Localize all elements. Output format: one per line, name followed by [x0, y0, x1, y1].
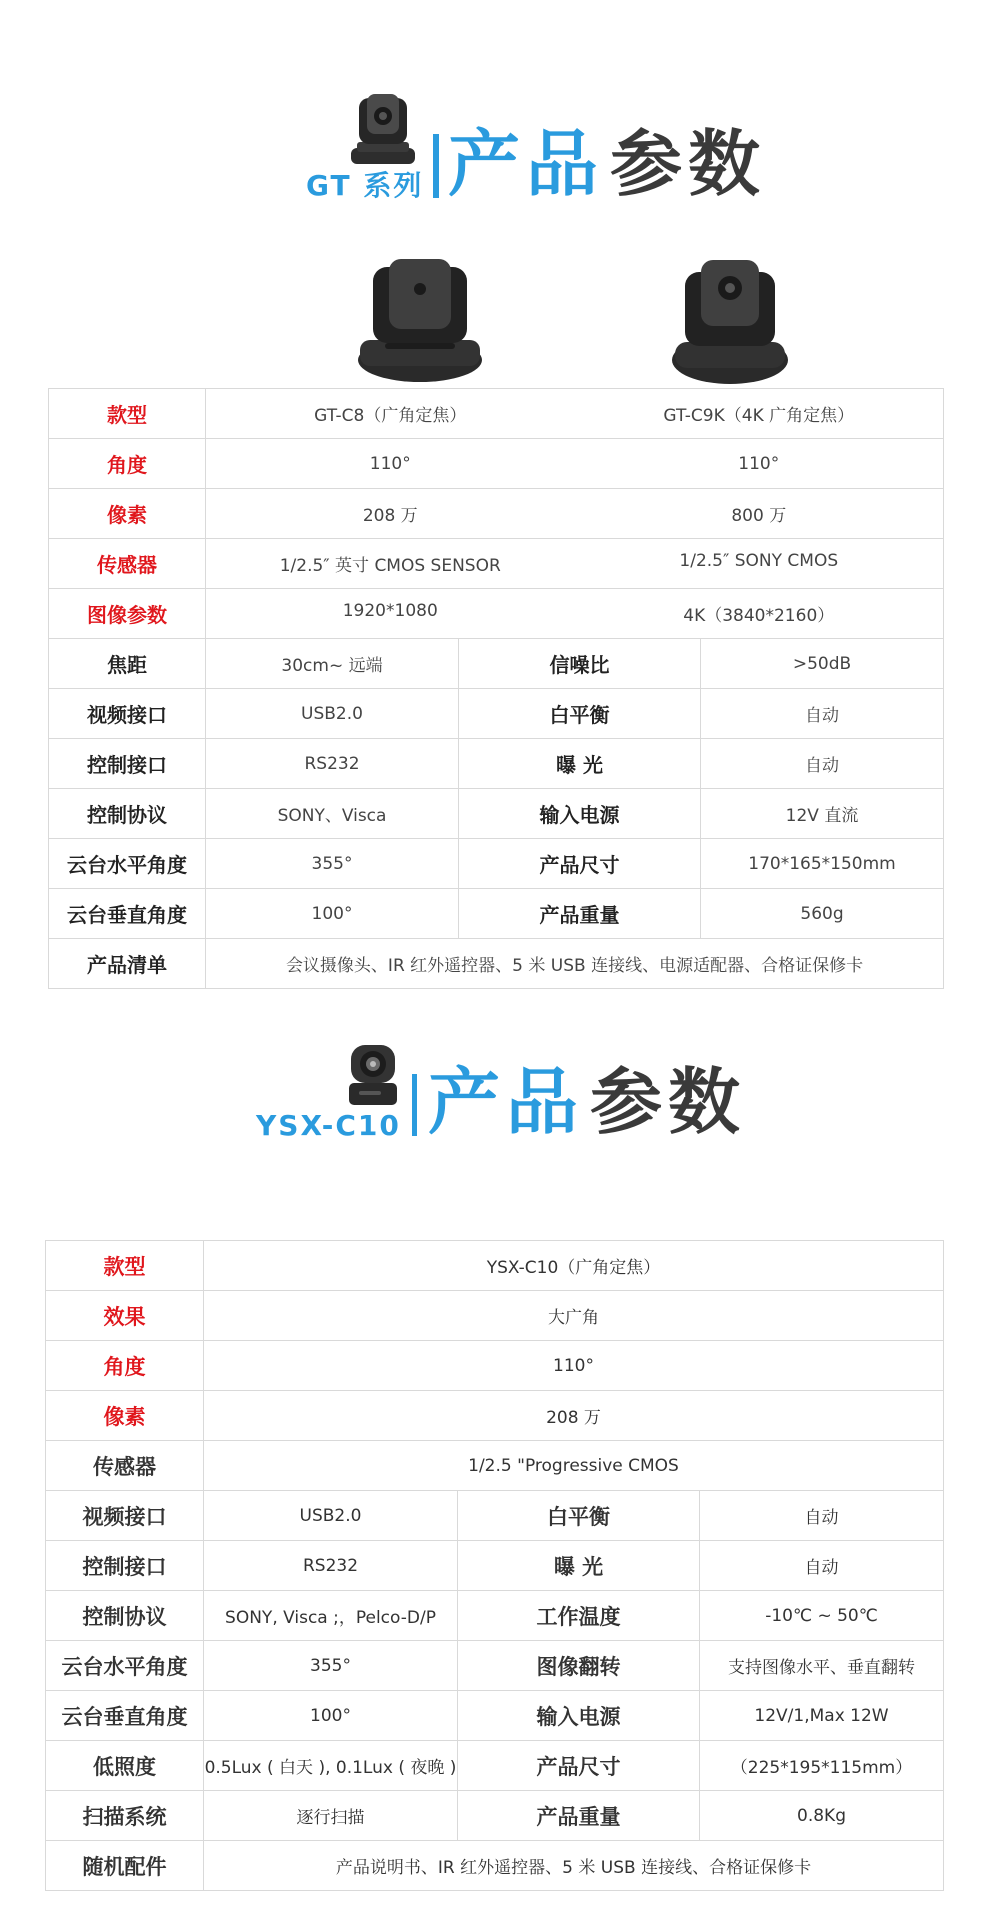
- row-value: 自动: [701, 739, 944, 789]
- table-row: [46, 1241, 944, 1291]
- row-label: 控制协议: [46, 1591, 204, 1641]
- row-label: 产品重量: [459, 889, 701, 939]
- row-label: 云台垂直角度: [49, 889, 206, 939]
- row-label: 款型: [46, 1241, 204, 1291]
- row-label: 产品尺寸: [459, 839, 701, 889]
- row-value: 自动: [700, 1541, 944, 1591]
- row-label: 产品重量: [458, 1791, 700, 1841]
- camera-icon: [345, 1043, 401, 1107]
- row-value: RS232: [204, 1541, 458, 1591]
- gt-c8-value: GT-C8（广角定焦）: [314, 406, 467, 426]
- row-value: >50dB: [701, 639, 944, 689]
- row-label: 视频接口: [49, 689, 206, 739]
- gt-c8-value: 208 万: [362, 506, 418, 526]
- row-label: 产品清单: [49, 939, 206, 989]
- table-row: [49, 839, 944, 889]
- row-value: 自动: [701, 689, 944, 739]
- gt-series-label: GT 系列: [306, 169, 424, 202]
- table-row: [46, 1291, 944, 1341]
- row-value: YSX-C10（广角定焦）: [204, 1241, 944, 1291]
- row-value: USB2.0: [204, 1491, 458, 1541]
- row-label: 效果: [46, 1291, 204, 1341]
- row-label: 图像参数: [49, 589, 206, 639]
- row-value: SONY, Visca ;，Pelco-D/P: [204, 1591, 458, 1641]
- row-value: 会议摄像头、IR 红外遥控器、5 米 USB 连接线、电源适配器、合格证保修卡: [206, 939, 944, 989]
- table-row: [46, 1741, 944, 1791]
- table-row: [49, 739, 944, 789]
- gt-c8-camera-image: [355, 255, 485, 385]
- table-row: [49, 489, 944, 539]
- row-label: 传感器: [46, 1441, 204, 1491]
- row-label: 焦距: [49, 639, 206, 689]
- table-row: [49, 689, 944, 739]
- table-row: [46, 1341, 944, 1391]
- table-row: [46, 1391, 944, 1441]
- row-value: 逐行扫描: [204, 1791, 458, 1841]
- gt-c9k-value: 110°: [738, 453, 780, 474]
- row-label: 白平衡: [458, 1491, 700, 1541]
- row-label: 控制接口: [49, 739, 206, 789]
- row-value: SONY、Visca: [206, 789, 459, 839]
- row-label: 款型: [49, 389, 206, 439]
- gt-c9k-value: 4K（3840*2160）: [683, 606, 835, 626]
- row-value: -10℃ ~ 50℃: [700, 1591, 944, 1641]
- row-label: 角度: [46, 1341, 204, 1391]
- gt-spec-table: [48, 388, 944, 989]
- table-row: [49, 589, 944, 639]
- row-value: 12V 直流: [701, 789, 944, 839]
- table-row: [49, 639, 944, 689]
- gt-c9k-camera-image: [665, 258, 795, 386]
- row-label: 白平衡: [459, 689, 701, 739]
- gt-c9k-value: 1/2.5″ SONY CMOS: [679, 551, 839, 571]
- gt-title-bar: [433, 134, 439, 198]
- row-label: 信噪比: [459, 639, 701, 689]
- row-value: 355°: [206, 839, 459, 889]
- ysx-title-dark: 参数: [590, 1060, 747, 1144]
- row-label: 曝 光: [459, 739, 701, 789]
- table-row: [46, 1591, 944, 1641]
- gt-c9k-value: 800 万: [731, 506, 787, 526]
- gt-c9k-value: GT-C9K（4K 广角定焦）: [663, 406, 855, 426]
- table-row: [49, 789, 944, 839]
- row-value: 产品说明书、IR 红外遥控器、5 米 USB 连接线、合格证保修卡: [204, 1841, 944, 1891]
- row-value: 大广角: [204, 1291, 944, 1341]
- table-row: [46, 1541, 944, 1591]
- row-label: 控制接口: [46, 1541, 204, 1591]
- row-label: 角度: [49, 439, 206, 489]
- row-value: 1/2.5 "Progressive CMOS: [204, 1441, 944, 1491]
- row-label: 工作温度: [458, 1591, 700, 1641]
- row-value: （225*195*115mm）: [700, 1741, 944, 1791]
- row-label: 输入电源: [458, 1691, 700, 1741]
- row-label: 云台水平角度: [46, 1641, 204, 1691]
- table-row: [49, 889, 944, 939]
- table-row: [46, 1691, 944, 1741]
- row-label: 低照度: [46, 1741, 204, 1791]
- row-value: 170*165*150mm: [701, 839, 944, 889]
- table-row: [49, 389, 944, 439]
- ysx-title-blue: 产品: [428, 1060, 585, 1144]
- table-row: [49, 539, 944, 589]
- row-value: 100°: [206, 889, 459, 939]
- row-value: 30cm~ 远端: [206, 639, 459, 689]
- row-value: 110°: [204, 1341, 944, 1391]
- gt-title-dark: 参数: [610, 122, 767, 206]
- row-value: 355°: [204, 1641, 458, 1691]
- row-label: 云台垂直角度: [46, 1691, 204, 1741]
- row-label: 像素: [49, 489, 206, 539]
- row-label: 随机配件: [46, 1841, 204, 1891]
- table-row: [46, 1491, 944, 1541]
- row-label: 输入电源: [459, 789, 701, 839]
- row-value: USB2.0: [206, 689, 459, 739]
- row-label: 控制协议: [49, 789, 206, 839]
- row-label: 视频接口: [46, 1491, 204, 1541]
- table-row: [49, 439, 944, 489]
- row-label: 图像翻转: [458, 1641, 700, 1691]
- table-row: [46, 1441, 944, 1491]
- row-label: 云台水平角度: [49, 839, 206, 889]
- gt-c8-value: 1/2.5″ 英寸 CMOS SENSOR: [279, 556, 501, 576]
- table-row: [46, 1791, 944, 1841]
- ysx-title-bar: [412, 1074, 417, 1136]
- row-value: 0.8Kg: [700, 1791, 944, 1841]
- row-value: 208 万: [204, 1391, 944, 1441]
- table-row: [46, 1641, 944, 1691]
- gt-c8-value: 1920*1080: [342, 601, 438, 621]
- row-value: 0.5Lux ( 白天 ), 0.1Lux ( 夜晚 ): [204, 1741, 458, 1791]
- table-row: [46, 1841, 944, 1891]
- gt-c8-value: 110°: [369, 453, 411, 474]
- row-label: 曝 光: [458, 1541, 700, 1591]
- gt-title-blue: 产品: [448, 122, 605, 206]
- row-value: 支持图像水平、垂直翻转: [700, 1641, 944, 1691]
- table-row: [49, 939, 944, 989]
- row-value: RS232: [206, 739, 459, 789]
- row-value: 100°: [204, 1691, 458, 1741]
- camera-icon: [343, 92, 423, 168]
- ysx-spec-table: [45, 1240, 944, 1891]
- row-label: 产品尺寸: [458, 1741, 700, 1791]
- row-label: 像素: [46, 1391, 204, 1441]
- row-value: 自动: [700, 1491, 944, 1541]
- row-value: 560g: [701, 889, 944, 939]
- ysx-series-label: YSX-C10: [256, 1109, 401, 1142]
- row-label: 传感器: [49, 539, 206, 589]
- row-value: 12V/1,Max 12W: [700, 1691, 944, 1741]
- row-label: 扫描系统: [46, 1791, 204, 1841]
